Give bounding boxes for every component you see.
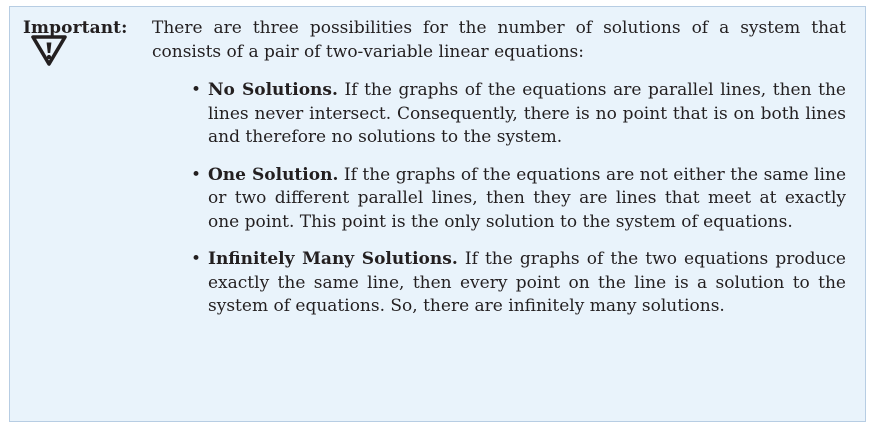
case-term: No Solutions. [208,80,338,100]
callout-body [152,17,846,333]
case-term: One Solution. [208,164,339,185]
solution-cases-list [152,79,846,319]
case-term: Infinitely Many Solutions. [208,249,458,269]
important-label: Important: [23,18,128,38]
list-item [191,248,846,319]
list-item [191,79,846,150]
warning-exclamation-icon [30,33,68,67]
case-description: If the graphs of the equations are parallel lines, then the lines never intersect. Consequently, there is no point that is on both lines and therefore no solutions to the system. [208,80,846,147]
intro-paragraph: There are three possibilities for the number of solutions of a system that consists of a pair of two-variable linear equations: [152,18,846,62]
important-callout-box [9,6,866,422]
case-description: If the graphs of the two equations produce exactly the same line, then every point on the line is a solution to the system of equations. So, there are infinitely many solutions. [208,249,846,316]
bullet-dot: • [191,80,202,100]
case-description: If the graphs of the equations are not either the same line or two different parallel lines, then they are lines that meet at exactly one point. This point is the only solution to the system of equations. [208,164,847,232]
bullet-dot: • [191,164,202,185]
bullet-dot: • [191,249,202,269]
list-item [191,164,847,235]
